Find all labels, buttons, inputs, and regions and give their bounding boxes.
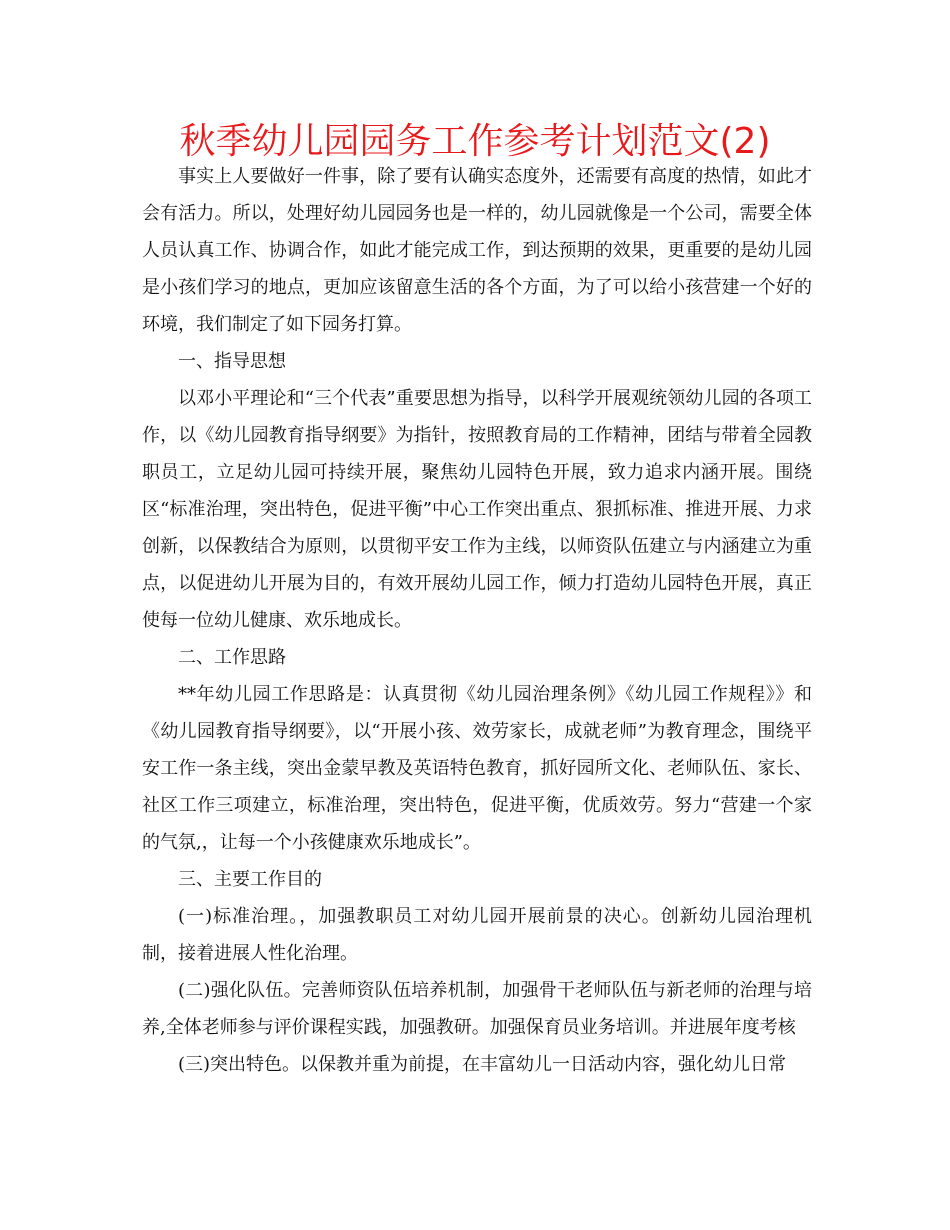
- goal-item-highlight-features: (三)突出特色。以保教并重为前提，在丰富幼儿一日活动内容，强化幼儿日常: [178, 1054, 787, 1075]
- section-paragraph-guiding-ideology: 以邓小平理论和“三个代表”重要思想为指导，以科学开展观统领幼儿园的各项工作，以《幼儿园教育指导纲要》为指针，按照教育局的工作精神，团结与带着全园教职员工，立足幼儿园可持续开展，聚焦幼儿园特色开展，致力追求内涵开展。围绕区“标准治理，突出特色，促进平衡”中心工作突出重点、狠抓标准、推进开展、力求创新，以保教结合为原则，以贯彻平安工作为主线，以师资队伍建立与内涵建立为重点，以促进幼儿开展为目的，有效开展幼儿园工作，倾力打造幼儿园特色开展，真正使每一位幼儿健康、欢乐地成长。: [142, 388, 812, 631]
- page-title: 秋季幼儿园园务工作参考计划范文(2): [179, 121, 771, 162]
- goal-item-strengthen-team: (二)强化队伍。完善师资队伍培养机制，加强骨干老师队伍与新老师的治理与培养,全体老师参与评价课程实践，加强教研。加强保育员业务培训。并进展年度考核: [142, 980, 812, 1038]
- section-paragraph-work-approach: **年幼儿园工作思路是：认真贯彻《幼儿园治理条例》《幼儿园工作规程》》和《幼儿园教育指导纲要》，以“开展小孩、效劳家长，成就老师”为教育理念，围绕平安工作一条主线，突出金蒙早教及英语特色教育，抓好园所文化、老师队伍、家长、社区工作三项建立，标准治理，突出特色，促进平衡，优质效劳。努力“营建一个家的气氛,，让每一个小孩健康欢乐地成长”。: [142, 684, 812, 853]
- section-heading-guiding-ideology: 一、指导思想: [178, 351, 286, 372]
- goal-item-standard-management: (一)标准治理。，加强教职员工对幼儿园开展前景的决心。创新幼儿园治理机制，接着进展人性化治理。: [142, 906, 812, 964]
- section-heading-work-approach: 二、工作思路: [178, 647, 286, 668]
- section-heading-main-goals: 三、主要工作目的: [178, 869, 322, 890]
- document-body: [142, 158, 812, 1083]
- intro-paragraph: 事实上人要做好一件事，除了要有认确实态度外，还需要有高度的热情，如此才会有活力。所以，处理好幼儿园园务也是一样的，幼儿园就像是一个公司，需要全体人员认真工作、协调合作，如此才能完成工作，到达预期的效果，更重要的是幼儿园是小孩们学习的地点，更加应该留意生活的各个方面，为了可以给小孩营建一个好的环境，我们制定了如下园务打算。: [142, 166, 812, 335]
